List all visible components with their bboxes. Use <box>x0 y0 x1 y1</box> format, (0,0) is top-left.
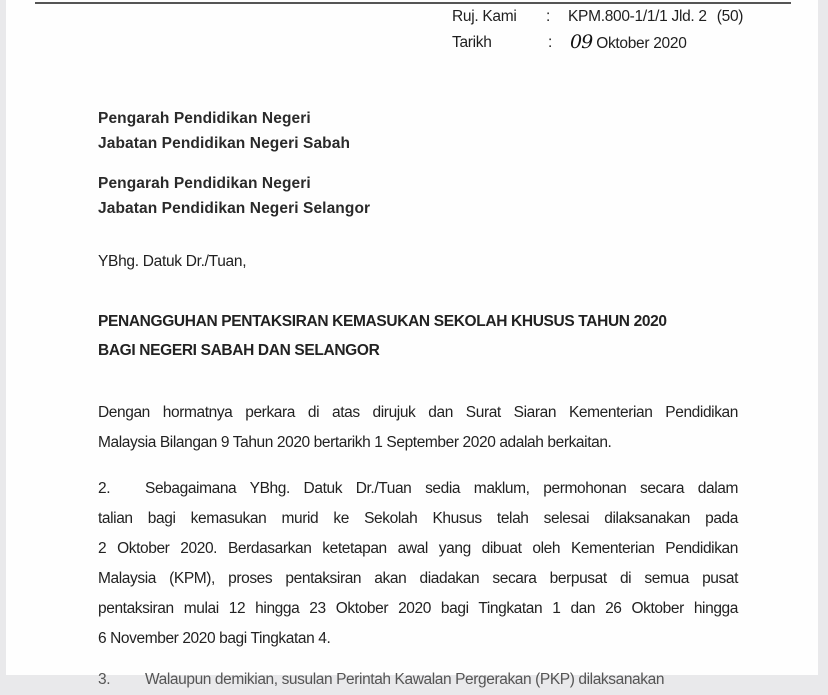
paragraph-text: Sebagaimana YBhg. Datuk Dr./Tuan sedia maklum, permohonan secara dalam <box>145 480 738 497</box>
recipient-1 <box>98 106 350 156</box>
handwritten-day: 09 <box>570 31 593 53</box>
reference-number: KPM.800-1/1/1 Jld. 2 <box>568 8 707 25</box>
paragraph-line: pentaksiran mulai 12 hingga 23 Oktober 2020 bagi Tingkatan 1 dan 26 Oktober hingga <box>98 600 738 617</box>
paragraph-text: Walaupun demikian, susulan Perintah Kawalan Pergerakan (PKP) dilaksanakan <box>145 671 665 688</box>
date-value <box>570 31 687 53</box>
paragraph-number: 3. <box>98 671 111 688</box>
recipient-title: Pengarah Pendidikan Negeri <box>98 175 311 192</box>
paragraph-number: 2. <box>98 480 111 497</box>
recipient-department: Jabatan Pendidikan Negeri Sabah <box>98 135 351 152</box>
paragraph-line <box>98 665 738 695</box>
date-label: Tarikh <box>452 34 492 51</box>
subject-line-2: BAGI NEGERI SABAH DAN SELANGOR <box>98 342 380 359</box>
subject-heading <box>98 307 667 365</box>
header-divider <box>35 2 791 4</box>
paragraph-line <box>98 474 738 504</box>
paragraph-1 <box>98 398 738 458</box>
paragraph-3 <box>98 665 738 695</box>
recipient-2 <box>98 171 370 221</box>
reference-value <box>568 8 743 26</box>
reference-sequence: (50) <box>716 8 744 25</box>
paragraph-line: talian bagi kemasukan murid ke Sekolah Khusus telah selesai dilaksanakan pada <box>98 510 738 527</box>
paragraph-line: 2 Oktober 2020. Berdasarkan ketetapan awal yang dibuat oleh Kementerian Pendidikan <box>98 540 738 557</box>
recipient-department: Jabatan Pendidikan Negeri Selangor <box>98 200 371 217</box>
paragraph-2 <box>98 474 738 654</box>
salutation: YBhg. Datuk Dr./Tuan, <box>98 253 247 270</box>
paragraph-line: 6 November 2020 bagi Tingkatan 4. <box>98 630 331 647</box>
reference-label: Ruj. Kami <box>452 8 517 25</box>
date-colon: : <box>548 34 553 51</box>
date-month-year: Oktober 2020 <box>596 35 687 52</box>
letter-page <box>6 0 818 688</box>
recipient-title: Pengarah Pendidikan Negeri <box>98 110 311 127</box>
paragraph-line: Malaysia (KPM), proses pentaksiran akan diadakan secara berpusat di semua pusat <box>98 570 738 587</box>
subject-line-1: PENANGGUHAN PENTAKSIRAN KEMASUKAN SEKOLAH KHUSUS TAHUN 2020 <box>98 313 667 330</box>
paragraph-line: Dengan hormatnya perkara di atas dirujuk dan Surat Siaran Kementerian Pendidikan <box>98 404 738 421</box>
reference-colon: : <box>546 8 551 25</box>
paragraph-line: Malaysia Bilangan 9 Tahun 2020 bertarikh 1 September 2020 adalah berkaitan. <box>98 434 612 451</box>
